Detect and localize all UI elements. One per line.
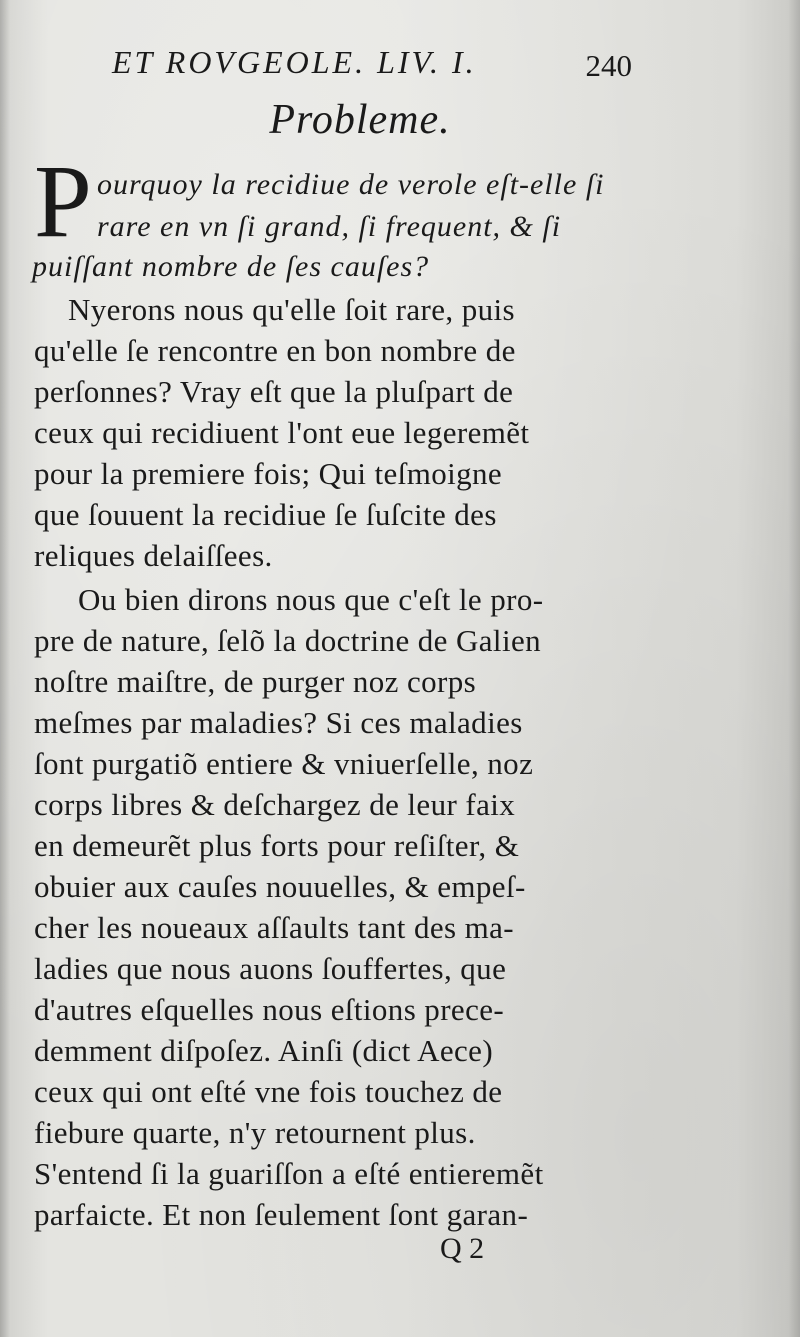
- body-line: pour la premiere fois; Qui teſmoigne: [34, 456, 503, 491]
- body-line: noſtre maiſtre, de purger noz corps: [34, 664, 477, 699]
- body-line: d'autres eſquelles nous eſtions prece-: [34, 992, 505, 1027]
- signature-mark: Q 2: [440, 1232, 485, 1265]
- body-line: ceux qui recidiuent l'ont eue legeremẽt: [34, 415, 530, 450]
- body-line: reliques delaiſſees.: [34, 538, 273, 573]
- question-line: puiſſant nombre de ſes cauſes?: [32, 250, 430, 283]
- question-line: ourquoy la recidiue de verole eſt-elle ſi: [97, 168, 605, 201]
- body-line: obuier aux cauſes nouuelles, & empeſ-: [34, 869, 526, 904]
- body-line: pre de nature, ſelõ la doctrine de Galien: [34, 623, 542, 658]
- edge-shadow: [788, 0, 800, 1337]
- body-line: Ou bien dirons nous que c'eſt le pro-: [78, 582, 544, 617]
- page-number: 240: [585, 48, 632, 83]
- running-title: ET ROVGEOLE. LIV. I.: [112, 44, 477, 80]
- body-line: corps libres & deſchargez de leur faix: [34, 787, 516, 822]
- body-line: que ſouuent la recidiue ſe ſuſcite des: [34, 497, 497, 532]
- body-line: perſonnes? Vray eſt que la pluſpart de: [34, 374, 514, 409]
- body-line: meſmes par maladies? Si ces maladies: [34, 705, 523, 740]
- body-line: Nyerons nous qu'elle ſoit rare, puis: [68, 292, 516, 327]
- running-head: [112, 44, 652, 88]
- body-line: demment diſpoſez. Ainſi (dict Aece): [34, 1033, 494, 1068]
- body-line: cher les noueaux aſſaults tant des ma-: [34, 910, 515, 945]
- body-line: ſont purgatiõ entiere & vniuerſelle, noz: [34, 746, 534, 781]
- gutter-shadow: [0, 0, 10, 1337]
- body-line: en demeurẽt plus forts pour reſiſter, &: [34, 828, 520, 863]
- question-line: rare en vn ſi grand, ſi frequent, & ſi: [97, 210, 562, 243]
- body-line: parfaicte. Et non ſeulement ſont garan-: [34, 1197, 529, 1232]
- body-line: qu'elle ſe rencontre en bon nombre de: [34, 333, 516, 368]
- body-line: ceux qui ont eſté vne fois touchez de: [34, 1074, 503, 1109]
- body-line: ladies que nous auons ſouffertes, que: [34, 951, 507, 986]
- body-line: fiebure quarte, n'y retournent plus.: [34, 1115, 476, 1150]
- section-title: Probleme.: [269, 97, 451, 143]
- drop-cap: P: [34, 144, 92, 259]
- body-line: S'entend ſi la guariſſon a eſté entieremẽt: [34, 1156, 544, 1191]
